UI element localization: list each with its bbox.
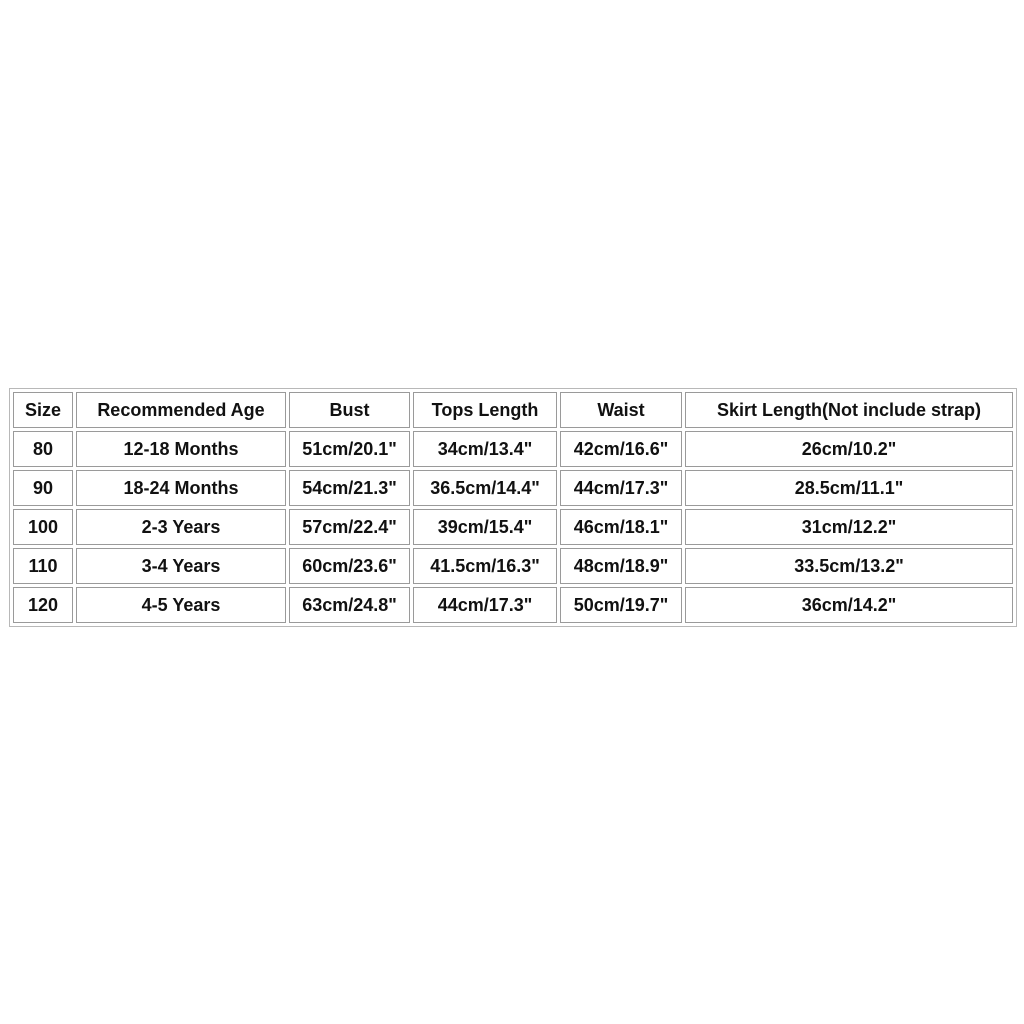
- cell-tops-length: 34cm/13.4": [413, 431, 557, 467]
- size-chart-table: [9, 388, 1017, 627]
- cell-size: 120: [13, 587, 73, 623]
- header-tops-length: Tops Length: [413, 392, 557, 428]
- cell-tops-length: 36.5cm/14.4": [413, 470, 557, 506]
- table-row: [13, 509, 1013, 545]
- cell-bust: 57cm/22.4": [289, 509, 410, 545]
- cell-recommended-age: 12-18 Months: [76, 431, 286, 467]
- table-row: [13, 431, 1013, 467]
- cell-size: 100: [13, 509, 73, 545]
- cell-recommended-age: 18-24 Months: [76, 470, 286, 506]
- cell-bust: 60cm/23.6": [289, 548, 410, 584]
- cell-waist: 48cm/18.9": [560, 548, 682, 584]
- header-recommended-age: Recommended Age: [76, 392, 286, 428]
- cell-skirt-length: 33.5cm/13.2": [685, 548, 1013, 584]
- cell-tops-length: 39cm/15.4": [413, 509, 557, 545]
- header-size: Size: [13, 392, 73, 428]
- cell-tops-length: 41.5cm/16.3": [413, 548, 557, 584]
- cell-waist: 50cm/19.7": [560, 587, 682, 623]
- cell-skirt-length: 26cm/10.2": [685, 431, 1013, 467]
- cell-recommended-age: 3-4 Years: [76, 548, 286, 584]
- table-row: [13, 587, 1013, 623]
- header-bust: Bust: [289, 392, 410, 428]
- cell-skirt-length: 31cm/12.2": [685, 509, 1013, 545]
- cell-size: 110: [13, 548, 73, 584]
- table-header-row: [13, 392, 1013, 428]
- cell-waist: 42cm/16.6": [560, 431, 682, 467]
- cell-skirt-length: 28.5cm/11.1": [685, 470, 1013, 506]
- table-row: [13, 470, 1013, 506]
- table-row: [13, 548, 1013, 584]
- cell-recommended-age: 4-5 Years: [76, 587, 286, 623]
- cell-recommended-age: 2-3 Years: [76, 509, 286, 545]
- cell-bust: 54cm/21.3": [289, 470, 410, 506]
- cell-bust: 63cm/24.8": [289, 587, 410, 623]
- cell-waist: 46cm/18.1": [560, 509, 682, 545]
- cell-bust: 51cm/20.1": [289, 431, 410, 467]
- header-waist: Waist: [560, 392, 682, 428]
- cell-size: 80: [13, 431, 73, 467]
- cell-tops-length: 44cm/17.3": [413, 587, 557, 623]
- cell-waist: 44cm/17.3": [560, 470, 682, 506]
- header-skirt-length: Skirt Length(Not include strap): [685, 392, 1013, 428]
- cell-skirt-length: 36cm/14.2": [685, 587, 1013, 623]
- cell-size: 90: [13, 470, 73, 506]
